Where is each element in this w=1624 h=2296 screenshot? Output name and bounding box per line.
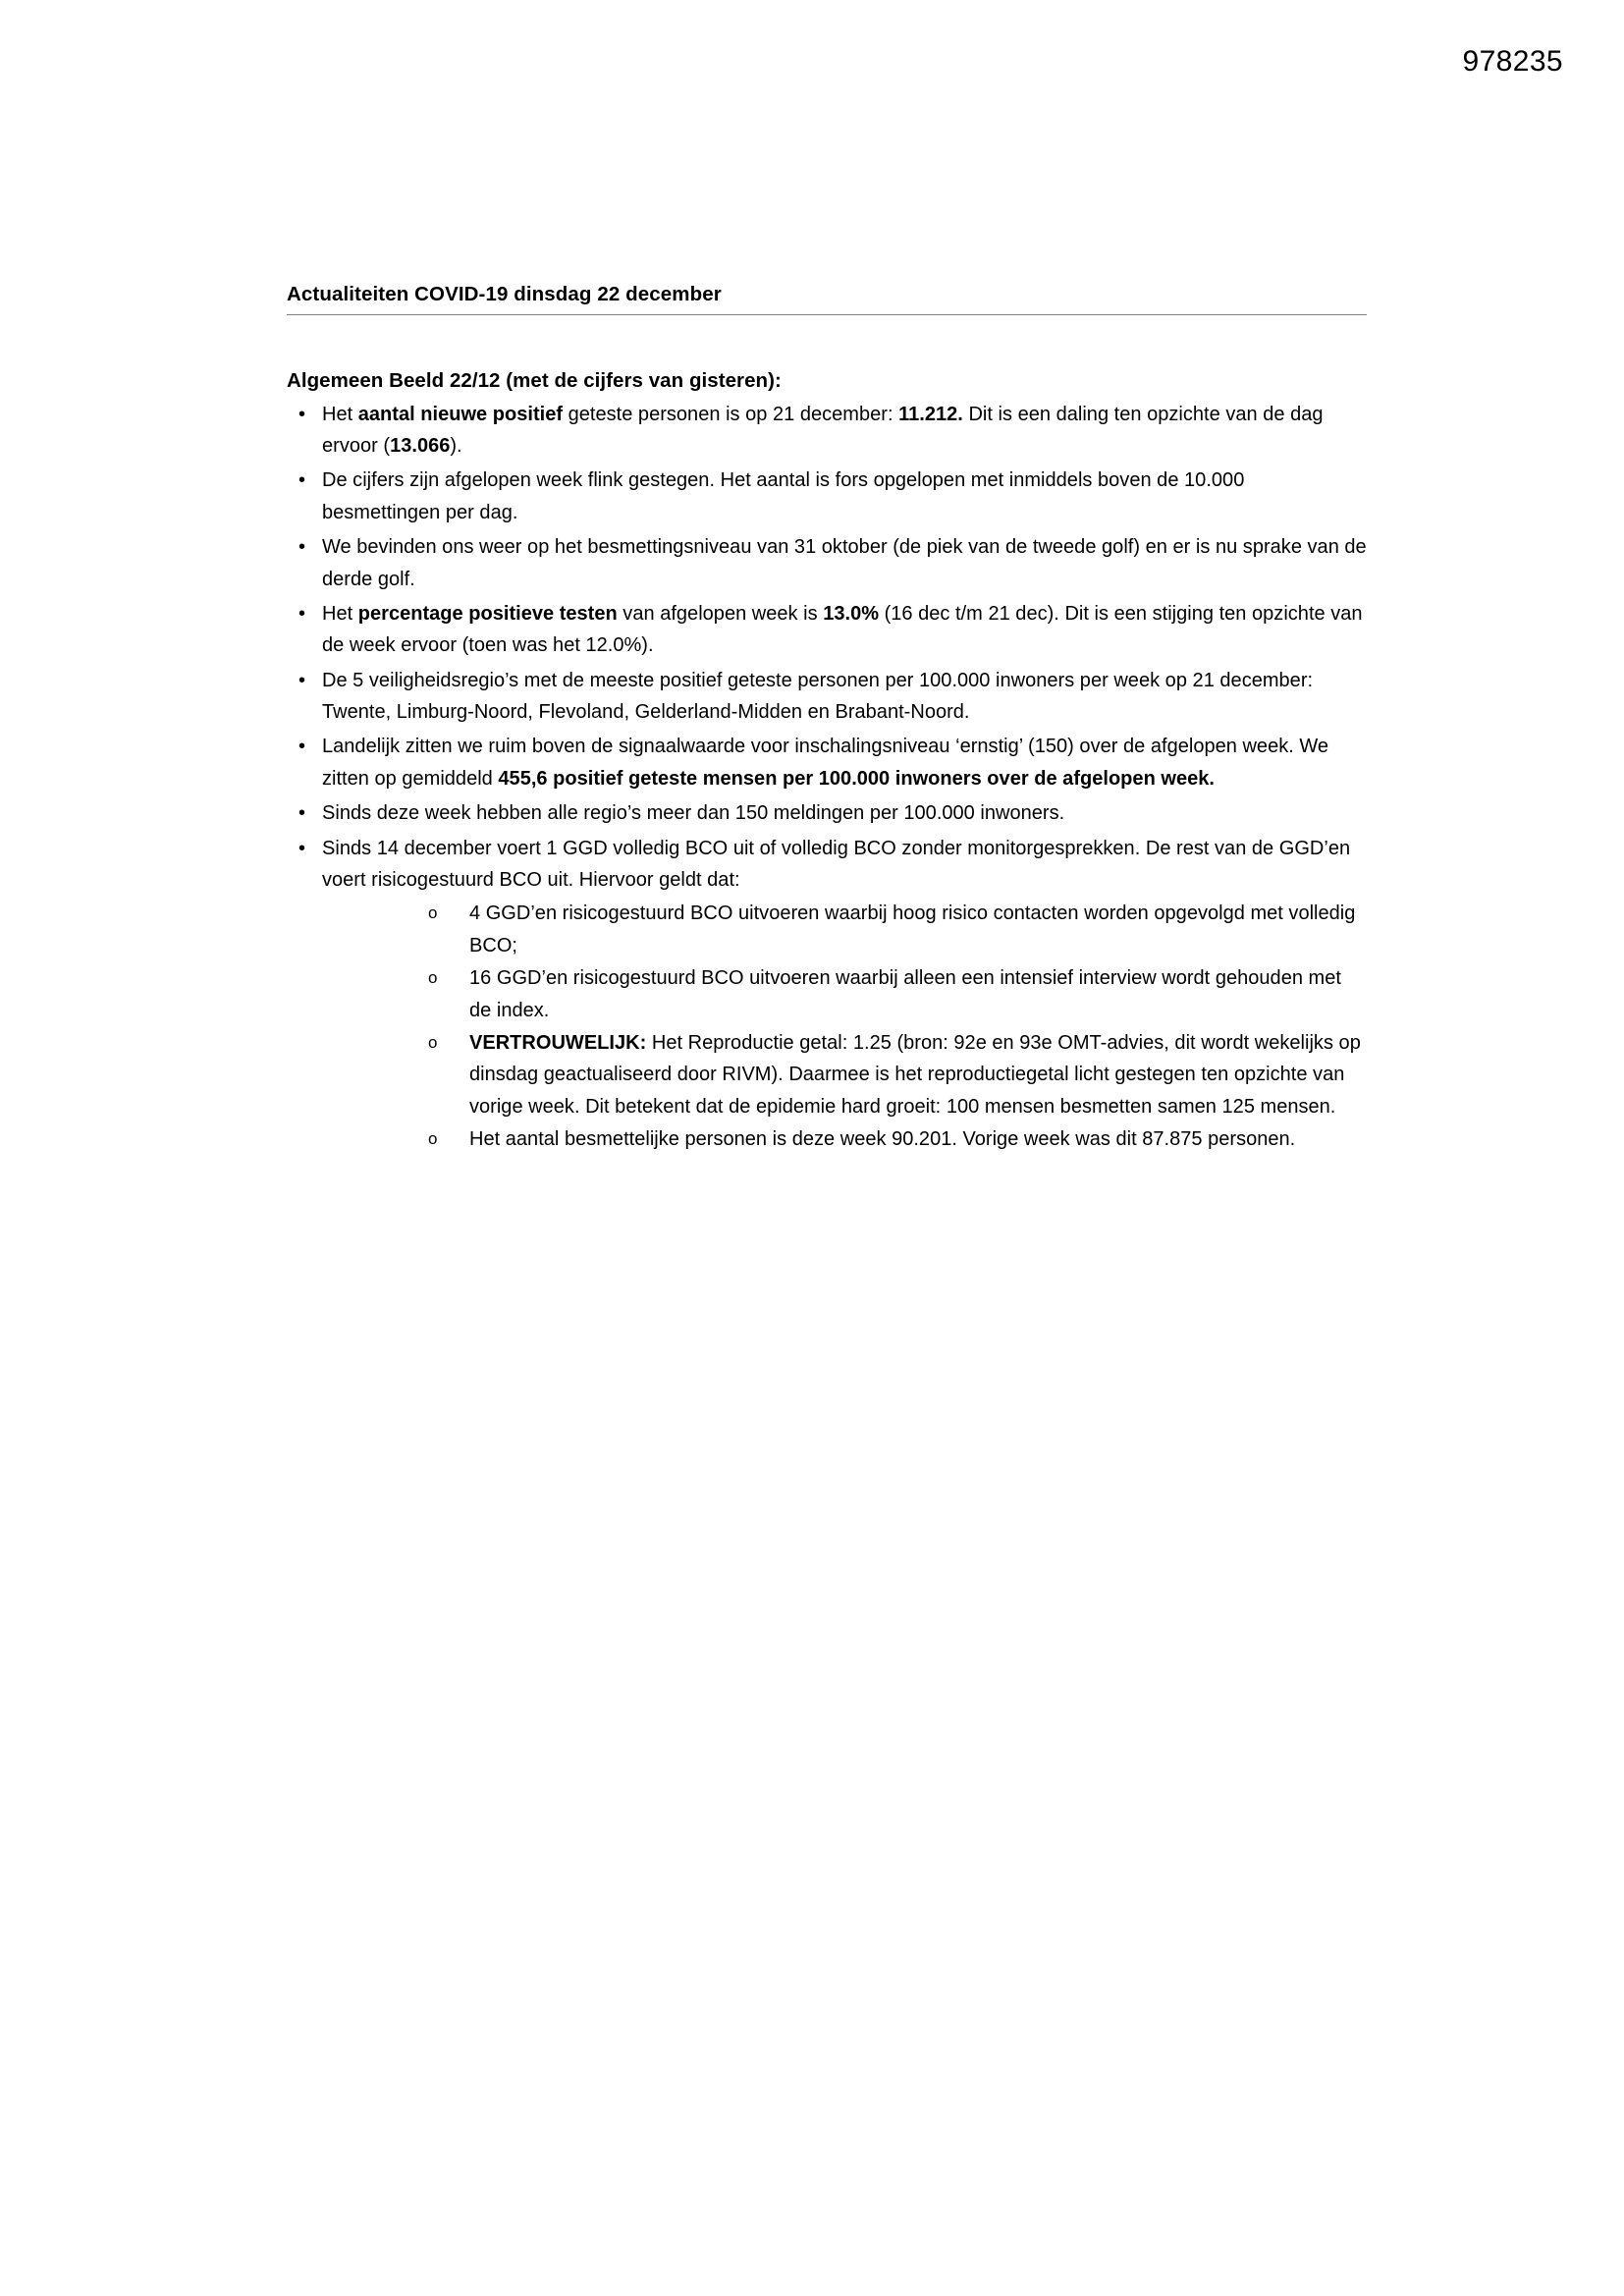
bullet-marker-icon: • xyxy=(298,602,306,625)
text-run-bold: 13.0% xyxy=(823,602,880,625)
text-run: Het Reproductie getal: 1.25 (bron: 92e en 93e OMT-advies, dit wordt wekelijks op dinsdag geactualiseerd door RIVM). Daarmee is het reproductiegetal licht gestegen ten opzichte van vorige week. Dit betekent dat de epidemie hard groeit: 100 mensen besmetten samen 125 mensen. xyxy=(469,1031,1361,1118)
text-run: We bevinden ons weer op het besmettingsniveau van 31 oktober (de piek van de tweede golf) en er is nu sprake van de derde golf. xyxy=(322,536,1367,590)
bullet-marker-icon: • xyxy=(298,469,306,492)
text-run: (16 dec t/m 21 dec). Dit is een stijging ten opzichte van de week ervoor (toen was het 12.0%). xyxy=(322,602,1363,657)
text-run: 16 GGD’en risicogestuurd BCO uitvoeren waarbij alleen een intensief interview wordt gehouden met de index. xyxy=(469,967,1341,1021)
bullet-marker-icon: • xyxy=(298,403,306,425)
bullet-text xyxy=(322,404,1324,457)
page-number-header: 978235 xyxy=(1462,45,1563,78)
sub-bullet-16-ggd xyxy=(428,962,1367,1026)
text-run: 4 GGD’en risicogestuurd BCO uitvoeren waarbij hoog risico contacten worden opgevolgd met volledig BCO; xyxy=(469,902,1356,957)
text-run: geteste personen is op 21 december: xyxy=(563,403,899,425)
page-title: Actualiteiten COVID-19 dinsdag 22 december xyxy=(287,283,722,305)
text-run-bold: 11.212. xyxy=(898,403,963,425)
text-run: ). xyxy=(450,434,462,457)
bullet-percentage-positieve-testen xyxy=(287,598,1367,662)
sub-bullet-group xyxy=(428,898,1367,1155)
text-run: Sinds 14 december voert 1 GGD volledig BCO uit of volledig BCO zonder monitorgesprekken. De rest van de GGD’en voert risicogestuurd BCO uit. Hiervoor geldt dat: xyxy=(322,837,1351,892)
text-run: Dit is een daling ten opzichte van de dag ervoor ( xyxy=(322,403,1324,457)
sub-bullet-text xyxy=(469,1032,1361,1118)
sub-bullet-marker-icon: o xyxy=(428,1129,438,1149)
bullet-cijfers-gestegen xyxy=(287,465,1367,528)
title-divider xyxy=(287,314,1367,315)
text-run-bold: aantal nieuwe positief xyxy=(357,403,564,425)
bullet-list xyxy=(287,399,1367,1156)
bullet-besmettingsniveau xyxy=(287,531,1367,595)
bullet-marker-icon: • xyxy=(298,736,306,758)
bullet-marker-icon: • xyxy=(298,669,306,691)
bullet-text xyxy=(322,603,1363,656)
sub-bullet-vertrouwelijk-reproductiegetal xyxy=(428,1027,1367,1122)
bullet-text xyxy=(322,469,1244,522)
sub-bullet-marker-icon: o xyxy=(428,968,438,988)
sub-bullet-list xyxy=(428,898,1367,1155)
text-run-bold: 13.066 xyxy=(390,434,451,457)
text-run: De cijfers zijn afgelopen week flink gestegen. Het aantal is fors opgelopen met inmiddels boven de 10.000 besmettingen per dag. xyxy=(322,469,1245,523)
bullet-marker-icon: • xyxy=(298,837,306,859)
text-run: De 5 veiligheidsregio’s met de meeste positief geteste personen per 100.000 inwoners per week op 21 december: Twente, Limburg-Noord, Flevoland, Gelderland-Midden en Brabant-Noord. xyxy=(322,669,1314,724)
bullet-text xyxy=(322,736,1328,789)
bullet-bco xyxy=(287,833,1367,1156)
text-run-bold: VERTROUWELIJK: xyxy=(469,1031,647,1054)
bullet-nieuwe-positief xyxy=(287,399,1367,463)
sub-bullet-marker-icon: o xyxy=(428,1032,438,1052)
bullet-alle-regios-150 xyxy=(287,797,1367,829)
sub-bullet-4-ggd xyxy=(428,898,1367,961)
text-run-bold: percentage positieve testen xyxy=(357,602,618,625)
text-run: Het aantal besmettelijke personen is deze week 90.201. Vorige week was dit 87.875 personen. xyxy=(469,1128,1296,1151)
text-run: Landelijk zitten we ruim boven de signaalwaarde voor inschalingsniveau ‘ernstig’ (150) over de afgelopen week. We zitten op gemiddeld xyxy=(322,736,1329,790)
section-heading-algemeen-beeld: Algemeen Beeld 22/12 (met de cijfers van gisteren): xyxy=(287,368,782,392)
bullet-text xyxy=(322,670,1313,723)
text-run-bold: 455,6 positief geteste mensen per 100.000 inwoners over de afgelopen week. xyxy=(498,767,1215,790)
sub-bullet-text xyxy=(469,1128,1295,1150)
sub-bullet-marker-icon: o xyxy=(428,903,438,923)
text-run: Het xyxy=(322,602,358,625)
bullet-marker-icon: • xyxy=(298,802,306,825)
bullet-signaalwaarde xyxy=(287,731,1367,794)
text-run: Sinds deze week hebben alle regio’s meer dan 150 meldingen per 100.000 inwoners. xyxy=(322,802,1065,825)
text-run: Het xyxy=(322,403,358,425)
bullet-veiligheidsregios xyxy=(287,665,1367,729)
sub-bullet-text xyxy=(469,902,1355,956)
bullet-text xyxy=(322,536,1367,589)
document-body xyxy=(287,283,1367,1159)
text-run: van afgelopen week is xyxy=(617,602,824,625)
bullet-text xyxy=(322,838,1350,891)
sub-bullet-text xyxy=(469,967,1341,1020)
bullet-text xyxy=(322,802,1064,824)
sub-bullet-besmettelijke-personen xyxy=(428,1123,1367,1155)
bullet-marker-icon: • xyxy=(298,536,306,559)
